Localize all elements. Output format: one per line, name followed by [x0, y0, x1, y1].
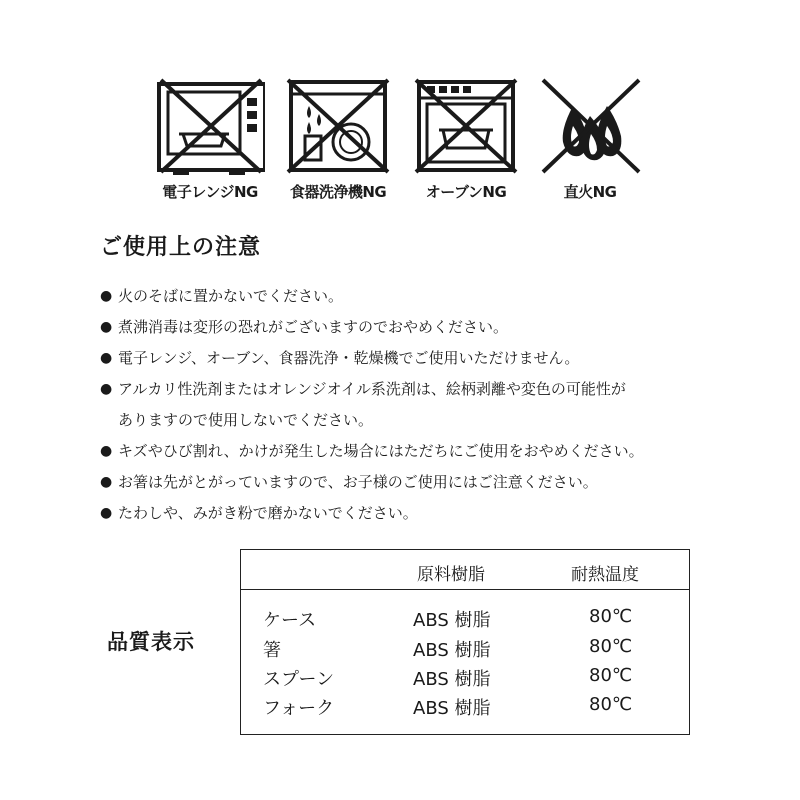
icon-cell-open-flame: [530, 76, 650, 206]
precaution-item: [100, 374, 740, 436]
row-name: 箸: [263, 640, 281, 661]
precaution-item: ● お箸は先がとがっていますので、お子様のご使用にはご注意ください。: [100, 467, 740, 498]
care-icons: [150, 76, 650, 206]
row-name: フォーク: [263, 698, 335, 719]
row-material: ABS 樹脂: [413, 640, 491, 661]
row-name: スプーン: [263, 669, 335, 690]
icon-cell-oven: [406, 76, 526, 206]
quality-label: 品質表示: [107, 630, 195, 654]
icon-label: 直火NG: [563, 183, 617, 201]
row-material: ABS 樹脂: [413, 669, 491, 690]
row-heat: 80℃: [589, 636, 633, 657]
precaution-item: ● キズやひび割れ、かけが発生した場合にはただちにご使用をおやめください。: [100, 436, 740, 467]
icon-cell-dishwasher: [278, 76, 398, 206]
precaution-item: ● 煮沸消毒は変形の恐れがございますのでおやめください。: [100, 312, 740, 343]
icon-cell-microwave: [150, 76, 270, 206]
icon-label: オーブンNG: [425, 183, 507, 201]
oven-prohibited-icon: [411, 76, 521, 176]
table-row: [241, 694, 689, 723]
quality-table-header: [241, 550, 689, 590]
precautions-title: ご使用上の注意: [100, 235, 262, 260]
header-heat-resistance: 耐熱温度: [571, 565, 639, 585]
precaution-item: ● 電子レンジ、オーブン、食器洗浄・乾燥機でご使用いただけません。: [100, 343, 740, 374]
row-material: ABS 樹脂: [413, 698, 491, 719]
header-material: 原料樹脂: [417, 565, 485, 585]
row-heat: 80℃: [589, 665, 633, 686]
open-flame-prohibited-icon: [535, 76, 645, 176]
precaution-item: ● たわしや、みがき粉で磨かないでください。: [100, 498, 740, 529]
quality-table: [240, 549, 690, 735]
table-row: [241, 606, 689, 635]
icon-label: 電子レンジNG: [162, 183, 258, 201]
precaution-item: ● 火のそばに置かないでください。: [100, 281, 740, 312]
microwave-prohibited-icon: [155, 76, 265, 176]
row-name: ケース: [263, 610, 317, 631]
precaution-item-line-continued: ありますので使用しないでください。: [118, 411, 374, 429]
precaution-item-line: アルカリ性洗剤またはオレンジオイル系洗剤は、絵柄剥離や変色の可能性が: [118, 380, 626, 398]
row-heat: 80℃: [589, 606, 633, 627]
precautions-list: [100, 281, 740, 529]
table-row: [241, 665, 689, 694]
row-material: ABS 樹脂: [413, 610, 491, 631]
dishwasher-prohibited-icon: [283, 76, 393, 176]
table-row: [241, 636, 689, 665]
icon-label: 食器洗浄機NG: [289, 183, 387, 201]
row-heat: 80℃: [589, 694, 633, 715]
